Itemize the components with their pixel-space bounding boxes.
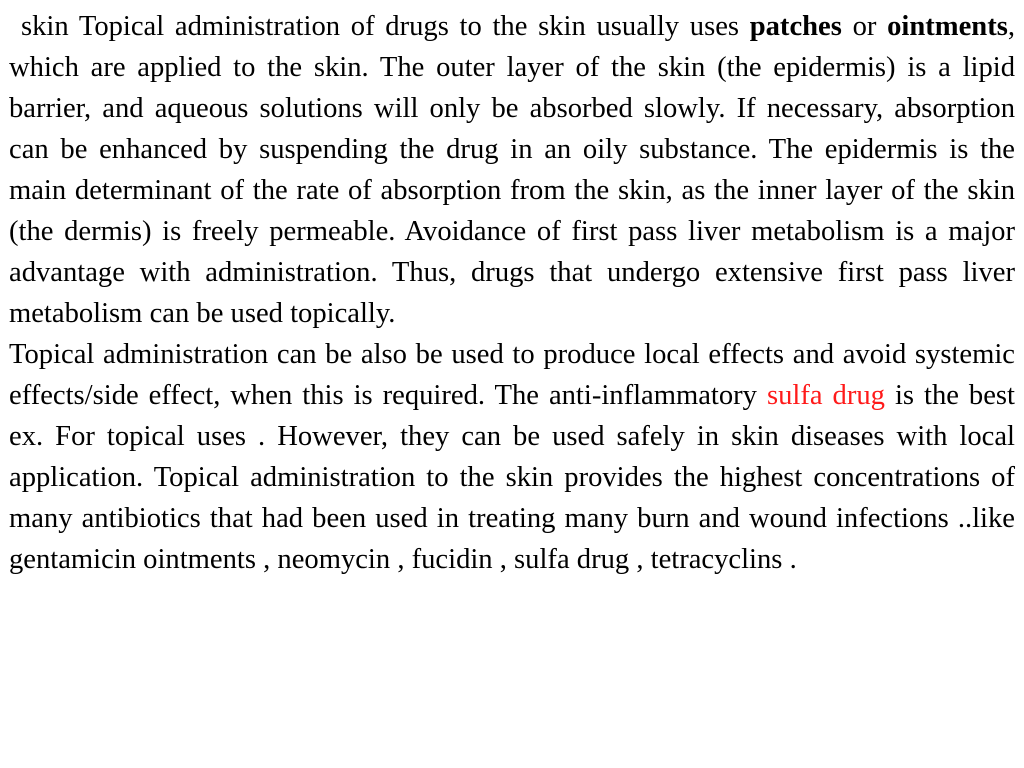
term-ointments: ointments <box>887 11 1008 42</box>
paragraph-local-effects <box>9 334 1015 580</box>
text-segment: is the best ex. For topical uses . However, they can be used safely in skin diseases with local application. Topical administration to the skin provides the highest concentrations of many antibiotics that had been used in treating many burn and wound infections ..like gentamicin ointments , neomycin , fucidin , sulfa drug , tetracyclins . <box>9 380 1015 575</box>
paragraph-topical-skin-administration <box>9 6 1015 334</box>
text-segment: , which are applied to the skin. The outer layer of the skin (the epidermis) is a lipid barrier, and aqueous solutions will only be absorbed slowly. If necessary, absorption can be enhanced by suspending the drug in an oily substance. The epidermis is the main determinant of the rate of absorption from the skin, as the inner layer of the skin (the dermis) is freely permeable. Avoidance of first pass liver metabolism is a major advantage with administration. Thus, drugs that undergo extensive first pass liver metabolism can be used topically. <box>9 11 1015 329</box>
text-segment: skin Topical administration of drugs to the skin usually uses <box>21 11 750 42</box>
term-patches: patches <box>749 11 842 42</box>
text-segment: or <box>841 11 888 42</box>
term-sulfa-drug: sulfa drug <box>766 380 885 411</box>
text-segment: Topical administration can be also be used to produce local effects and avoid systemic effects/side effect, when this is required. The anti-inflammatory <box>9 339 1015 411</box>
